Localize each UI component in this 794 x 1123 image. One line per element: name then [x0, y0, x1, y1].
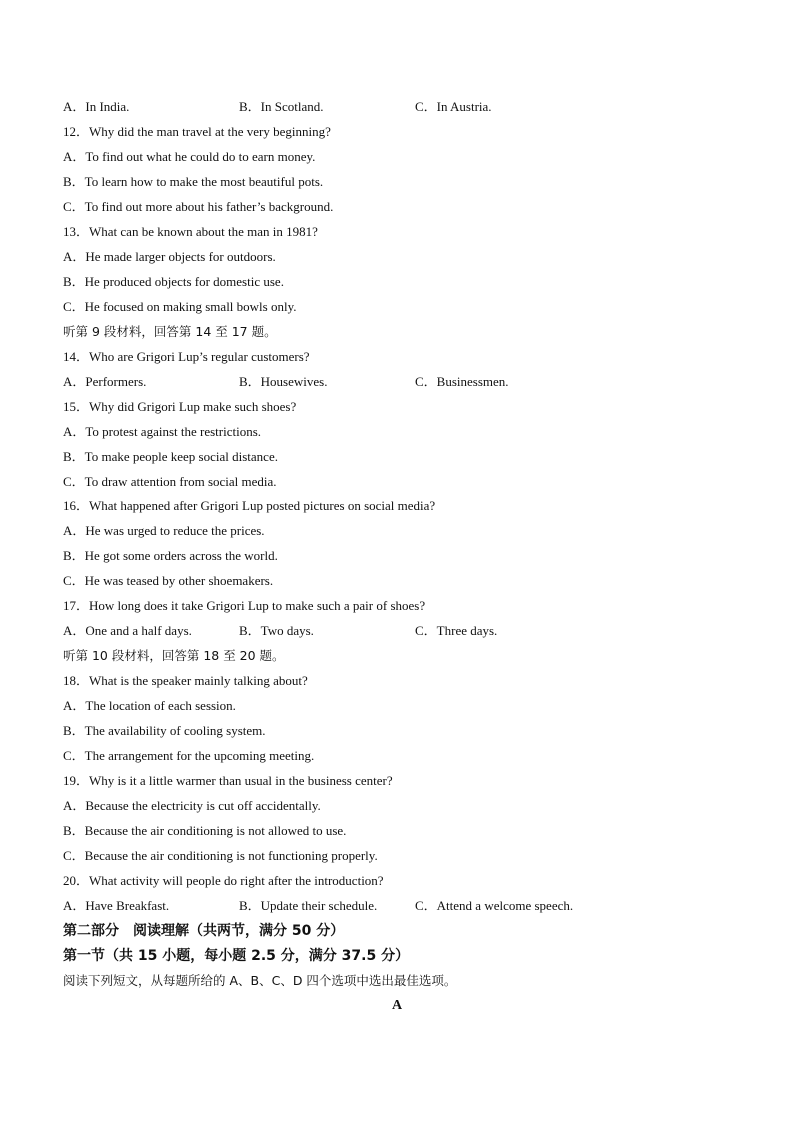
q20-option-a: A．Have Breakfast.: [63, 898, 170, 913]
q11-option-b: B．In Scotland.: [239, 99, 324, 114]
q18-stem: 18．What is the speaker mainly talking about?: [63, 673, 308, 688]
reading-instruction: 阅读下列短文，从每题所给的 A、B、C、D 四个选项中选出最佳选项。: [63, 973, 457, 988]
q14-option-c: C．Businessmen.: [415, 374, 509, 389]
q12-option-c: C．To find out more about his father’s background.: [63, 199, 334, 214]
q18-option-b: B．The availability of cooling system.: [63, 723, 266, 738]
section-9-instruction: 听第 9 段材料，回答第 14 至 17 题。: [63, 324, 277, 339]
q17-option-b: B．Two days.: [239, 623, 314, 638]
q12-option-a: A．To find out what he could do to earn money.: [63, 149, 316, 164]
q16-option-c: C．He was teased by other shoemakers.: [63, 573, 274, 588]
q19-stem: 19．Why is it a little warmer than usual in the business center?: [63, 773, 393, 788]
q20-options: [63, 896, 703, 916]
q15-option-c: C．To draw attention from social media.: [63, 474, 277, 489]
q11-option-c: C．In Austria.: [415, 99, 492, 114]
q15-option-a: A．To protest against the restrictions.: [63, 424, 262, 439]
q17-option-c: C．Three days.: [415, 623, 498, 638]
q14-options: [63, 372, 703, 392]
q16-option-b: B．He got some orders across the world.: [63, 548, 278, 563]
q15-option-b: B．To make people keep social distance.: [63, 449, 278, 464]
passage-label: A: [391, 998, 403, 1013]
q17-option-a: A．One and a half days.: [63, 623, 192, 638]
q19-option-c: C．Because the air conditioning is not functioning properly.: [63, 848, 378, 863]
q13-option-b: B．He produced objects for domestic use.: [63, 274, 284, 289]
q12-option-b: B．To learn how to make the most beautiful pots.: [63, 174, 324, 189]
q20-stem: 20．What activity will people do right after the introduction?: [63, 873, 384, 888]
q11-options: [63, 97, 703, 117]
q18-option-c: C．The arrangement for the upcoming meeting.: [63, 748, 315, 763]
q13-option-c: C．He focused on making small bowls only.: [63, 299, 297, 314]
q17-options: [63, 621, 703, 641]
q11-option-a: A．In India.: [63, 99, 130, 114]
q19-option-a: A．Because the electricity is cut off accidentally.: [63, 798, 321, 813]
q16-stem: 16．What happened after Grigori Lup posted pictures on social media?: [63, 498, 436, 513]
q12-stem: 12．Why did the man travel at the very beginning?: [63, 124, 331, 139]
q17-stem: 17．How long does it take Grigori Lup to make such a pair of shoes?: [63, 598, 426, 613]
q20-option-b: B．Update their schedule.: [239, 898, 378, 913]
q19-option-b: B．Because the air conditioning is not allowed to use.: [63, 823, 347, 838]
q20-option-c: C．Attend a welcome speech.: [415, 898, 574, 913]
part-2-heading: 第二部分 阅读理解（共两节，满分 50 分）: [63, 923, 345, 939]
q14-option-a: A．Performers.: [63, 374, 147, 389]
q13-stem: 13．What can be known about the man in 1981?: [63, 224, 318, 239]
q14-option-b: B．Housewives.: [239, 374, 328, 389]
section-10-instruction: 听第 10 段材料，回答第 18 至 20 题。: [63, 648, 285, 663]
q15-stem: 15．Why did Grigori Lup make such shoes?: [63, 399, 297, 414]
part-2-section-1-heading: 第一节（共 15 小题，每小题 2.5 分，满分 37.5 分）: [63, 948, 410, 964]
q14-stem: 14．Who are Grigori Lup’s regular customers?: [63, 349, 310, 364]
q13-option-a: A．He made larger objects for outdoors.: [63, 249, 276, 264]
q16-option-a: A．He was urged to reduce the prices.: [63, 523, 265, 538]
q18-option-a: A．The location of each session.: [63, 698, 236, 713]
